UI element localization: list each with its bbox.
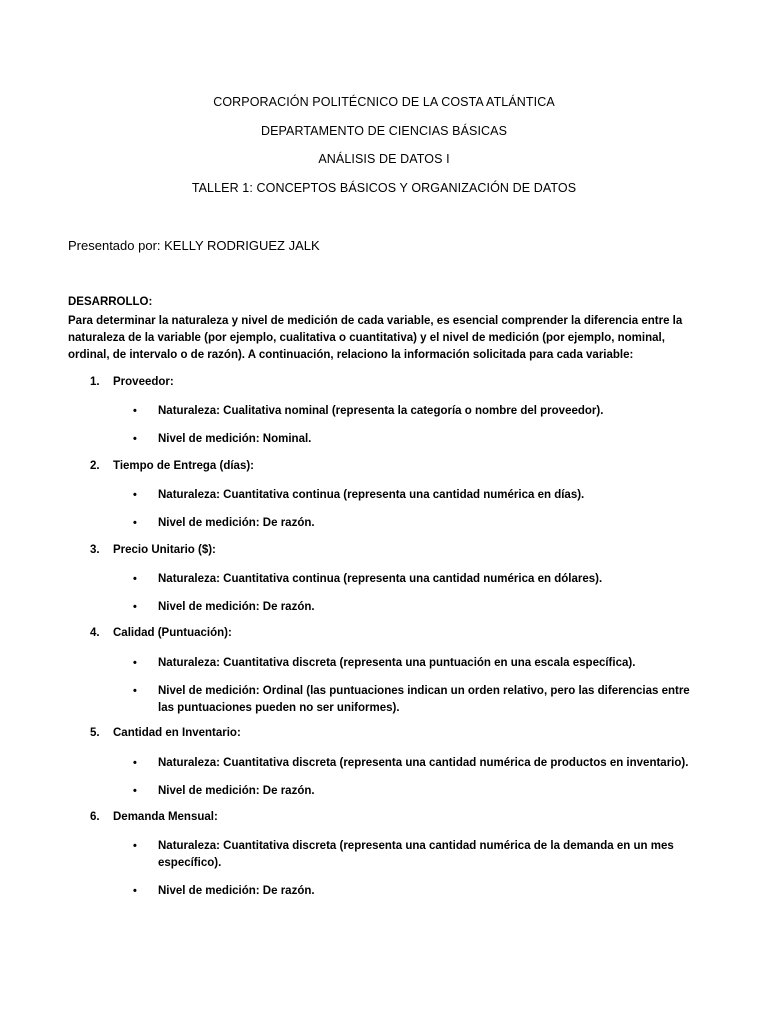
bullet-text: Naturaleza: Cuantitativa discreta (representa una cantidad numérica de productos en inventario).	[158, 757, 689, 769]
list-number: 4.	[90, 627, 100, 639]
bullet-item	[133, 655, 693, 672]
list-item-title: Cantidad en Inventario:	[113, 727, 241, 739]
bullet-icon: •	[133, 489, 137, 501]
bullet-item	[133, 838, 693, 872]
list-number: 2.	[90, 460, 100, 472]
bullet-text: Naturaleza: Cuantitativa discreta (representa una cantidad numérica de la demanda en un mes específico).	[158, 840, 674, 869]
list-item-precio-unitario	[90, 544, 216, 556]
bullet-icon: •	[133, 657, 137, 669]
bullet-text: Naturaleza: Cuantitativa discreta (representa una puntuación en una escala específica).	[158, 657, 636, 669]
workshop-title: TALLER 1: CONCEPTOS BÁSICOS Y ORGANIZACIÓN DE DATOS	[191, 181, 577, 195]
list-number: 5.	[90, 727, 100, 739]
bullet-text: Naturaleza: Cuantitativa continua (representa una cantidad numérica en días).	[158, 489, 585, 501]
list-item-cantidad-inventario	[90, 727, 241, 739]
bullet-item	[133, 403, 693, 420]
list-item-tiempo-entrega	[90, 460, 254, 472]
list-item-title: Tiempo de Entrega (días):	[113, 460, 255, 472]
bullet-item	[133, 683, 693, 717]
bullet-icon: •	[133, 405, 137, 417]
list-number: 3.	[90, 544, 100, 556]
section-title: DESARROLLO:	[68, 296, 153, 308]
institution-name: CORPORACIÓN POLITÉCNICO DE LA COSTA ATLÁNTICA	[213, 95, 555, 109]
bullet-icon: •	[133, 517, 137, 529]
bullet-text: Naturaleza: Cuantitativa continua (representa una cantidad numérica en dólares).	[158, 573, 603, 585]
list-item-title: Precio Unitario ($):	[113, 544, 216, 556]
bullet-icon: •	[133, 785, 137, 797]
bullet-item	[133, 515, 693, 532]
list-item-proveedor	[90, 376, 174, 388]
bullet-icon: •	[133, 573, 137, 585]
list-item-calidad	[90, 627, 232, 639]
bullet-icon: •	[133, 601, 137, 613]
list-number: 1.	[90, 376, 100, 388]
list-item-demanda-mensual	[90, 811, 218, 823]
list-item-title: Demanda Mensual:	[113, 811, 218, 823]
department-name: DEPARTAMENTO DE CIENCIAS BÁSICAS	[260, 124, 508, 138]
course-name: ANÁLISIS DE DATOS I	[318, 152, 450, 166]
list-item-title: Proveedor:	[113, 376, 174, 388]
bullet-icon: •	[133, 885, 137, 897]
bullet-text: Nivel de medición: De razón.	[158, 885, 315, 897]
presenter-line: Presentado por: KELLY RODRIGUEZ JALK	[68, 238, 320, 253]
bullet-item	[133, 431, 693, 448]
bullet-item	[133, 783, 693, 800]
bullet-icon: •	[133, 433, 137, 445]
bullet-icon: •	[133, 757, 137, 769]
bullet-text: Nivel de medición: Nominal.	[158, 433, 312, 445]
intro-paragraph: Para determinar la naturaleza y nivel de medición de cada variable, es esencial comprender la diferencia entre la naturaleza de la variable (por ejemplo, cualitativa o cuantitativa) y el nivel de medición (por ejemplo, nominal, ordinal, de intervalo o de razón). A continuación, relaciono la información solicitada para cada variable:	[68, 315, 683, 361]
bullet-text: Nivel de medición: De razón.	[158, 785, 315, 797]
bullet-item	[133, 571, 693, 588]
bullet-item	[133, 487, 693, 504]
bullet-item	[133, 599, 693, 616]
bullet-item	[133, 755, 693, 772]
bullet-text: Nivel de medición: De razón.	[158, 517, 315, 529]
bullet-item	[133, 883, 693, 900]
bullet-icon: •	[133, 685, 137, 697]
bullet-icon: •	[133, 840, 137, 852]
list-item-title: Calidad (Puntuación):	[113, 627, 232, 639]
list-number: 6.	[90, 811, 100, 823]
bullet-text: Nivel de medición: Ordinal (las puntuaciones indican un orden relativo, pero las diferencias entre las puntuaciones pueden no ser uniformes).	[158, 685, 690, 714]
bullet-text: Nivel de medición: De razón.	[158, 601, 315, 613]
bullet-text: Naturaleza: Cualitativa nominal (representa la categoría o nombre del proveedor).	[158, 405, 604, 417]
